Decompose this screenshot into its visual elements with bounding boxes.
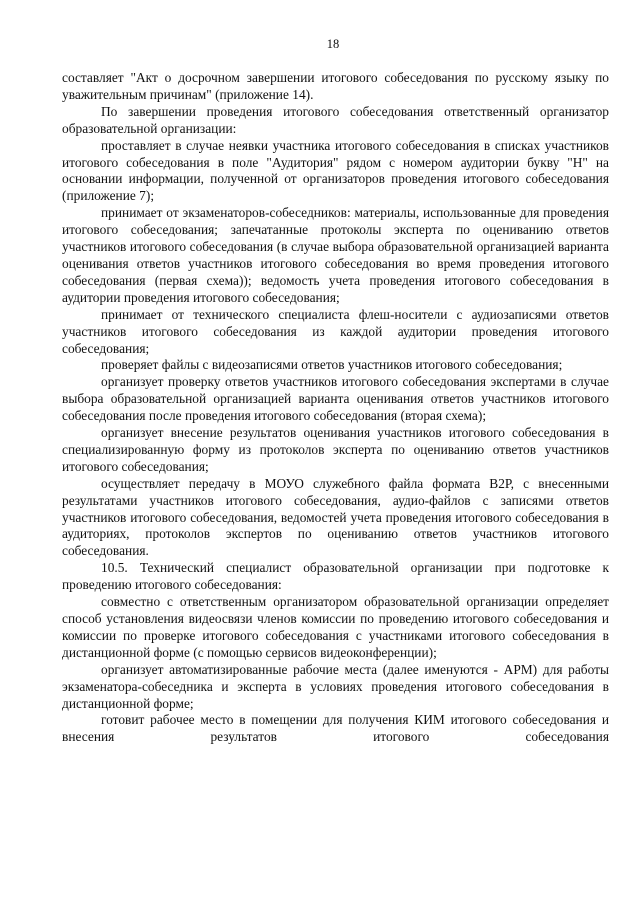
document-body: [62, 70, 609, 746]
paragraph: готовит рабочее место в помещении для получения КИМ итогового собеседования и внесения результатов итогового собеседования: [62, 712, 609, 745]
paragraph: 10.5. Технический специалист образовательной организации при подготовке к проведению итогового собеседования:: [62, 560, 609, 593]
paragraph: проставляет в случае неявки участника итогового собеседования в списках участников итогового собеседования в поле "Аудитория" рядом с номером аудитории букву "Н" на основании информации, полученной от организаторов проведения итогового собеседования (приложение 7);: [62, 137, 609, 204]
paragraph: осуществляет передачу в МОУО служебного файла формата В2Р, с внесенными результатами участников итогового собеседования, аудио-файлов с записями ответов участников итогового собеседования, ведомостей учета проведения итогового собеседования в аудиториях, протоколов экспертов по оцениванию ответов участников итогового собеседования.: [62, 475, 609, 559]
page-number: 18: [326, 37, 340, 51]
paragraph: принимает от экзаменаторов-собеседников: материалы, использованные для проведения итогового собеседования; запечатанные протоколы эксперта по оцениванию ответов участников итогового собеседования (в случае выбора образовательной организацией варианта оценивания ответов участников итогового собеседования во время проведения итогового собеседования (первая схема)); ведомость учета проведения итогового собеседования в аудитории проведения итогового собеседования;: [62, 205, 609, 305]
paragraph: организует проверку ответов участников итогового собеседования экспертами в случае выбора образовательной организацией варианта оценивания ответов участников итогового собеседования после проведения итогового собеседования (вторая схема);: [62, 374, 609, 424]
paragraph: организует внесение результатов оценивания участников итогового собеседования в специализированную форму из протоколов эксперта по оцениванию ответов участников итогового собеседования;: [62, 425, 609, 474]
paragraph: составляет "Акт о досрочном завершении итогового собеседования по русскому языку по уважительным причинам" (приложение 14).: [62, 70, 609, 102]
paragraph: По завершении проведения итогового собеседования ответственный организатор образовательной организации:: [62, 103, 609, 136]
paragraph: проверяет файлы с видеозаписями ответов участников итогового собеседования;: [101, 357, 563, 373]
paragraph: совместно с ответственным организатором образовательной организации определяет способ установления видеосвязи членов комиссии по проведению итогового собеседования и комиссии по проверке итогового собеседования с участниками итогового собеседования в дистанционной форме (с помощью сервисов видеоконференции);: [62, 594, 609, 660]
paragraph: принимает от технического специалиста флеш-носители с аудиозаписями ответов участников итогового собеседования из каждой аудитории проведения итогового собеседования;: [62, 306, 609, 356]
paragraph: организует автоматизированные рабочие места (далее именуются - АРМ) для работы экзаменатора-собеседника и эксперта в условиях проведения итогового собеседования в дистанционной форме;: [62, 661, 609, 711]
